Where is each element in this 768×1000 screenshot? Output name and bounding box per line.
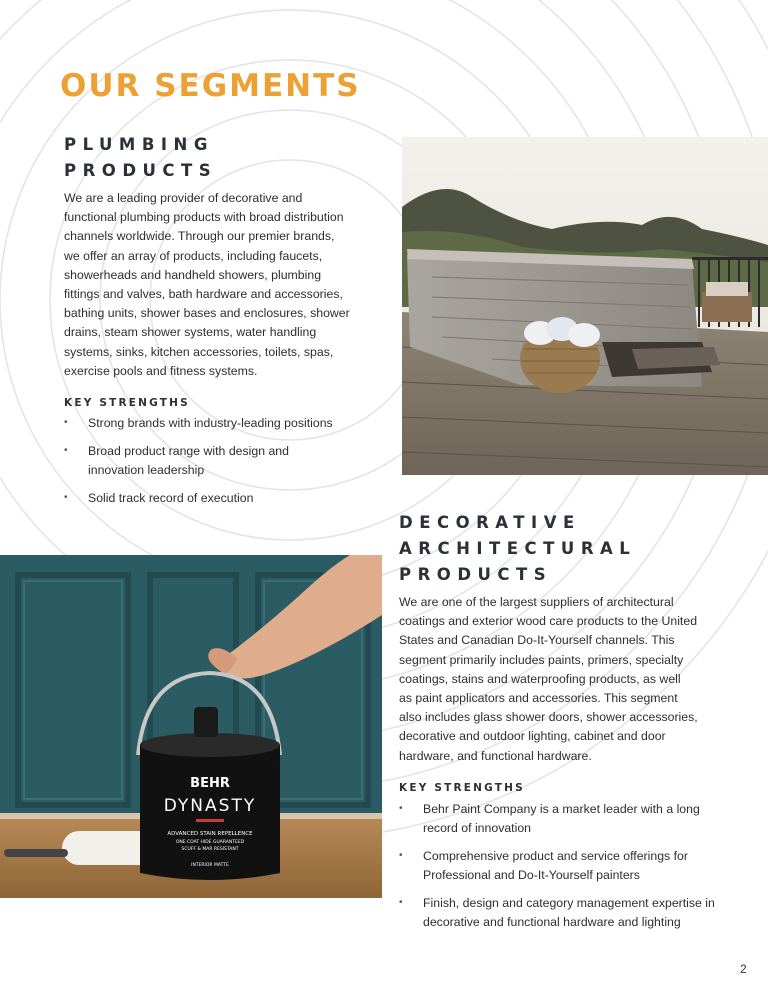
text-line: hardware, and functional hardware. (399, 748, 592, 763)
decorative-heading-line: ARCHITECTURAL (399, 539, 637, 558)
bullet-icon: • (64, 491, 68, 503)
text-line: fittings and valves, bath hardware and accessories, (64, 287, 343, 302)
plumbing-heading (64, 132, 217, 184)
plumbing-heading-line: PLUMBING (64, 135, 214, 154)
hot-tub-photo (402, 137, 768, 475)
paint-can-illustration (0, 555, 382, 898)
list-item (64, 442, 333, 479)
page-title: OUR SEGMENTS (60, 68, 361, 104)
can-line1: ADVANCED STAIN REPELLENCE (167, 831, 253, 837)
text-line: as paint applicators and accessories. This segment (399, 691, 678, 706)
decorative-heading-line: PRODUCTS (399, 565, 553, 584)
text-line: segment primarily includes paints, primers, specialty (399, 652, 684, 667)
bullet-icon: • (399, 897, 403, 908)
can-line4: INTERIOR MATTE (191, 863, 229, 868)
decorative-heading (399, 510, 636, 588)
text-line: we offer an array of products, including faucets, (64, 248, 323, 263)
list-item-line: Comprehensive product and service offerings for (423, 849, 688, 863)
text-line: decorative and outdoor lighting, cabinet and door (399, 729, 666, 744)
bullet-icon: • (399, 850, 403, 861)
text-line: channels worldwide. Through our premier brands, (64, 229, 335, 244)
list-item-line: Behr Paint Company is a market leader with a long (423, 802, 700, 816)
can-line2: ONE COAT HIDE GUARANTEED (175, 840, 245, 845)
list-item-line: Broad product range with design and (88, 444, 289, 458)
can-line3: SCUFF & MAR RESISTANT (181, 847, 239, 852)
text-line: functional plumbing products with broad distribution (64, 210, 344, 225)
list-item (64, 489, 333, 508)
decorative-heading-line: DECORATIVE (399, 513, 581, 532)
list-item (64, 414, 333, 433)
paint-can-photo (0, 555, 382, 898)
bullet-icon: • (64, 417, 68, 428)
list-item-line: innovation leadership (88, 462, 205, 477)
page-number: 2 (740, 962, 747, 976)
text-line: bathing units, shower bases and enclosures, shower (64, 306, 350, 321)
plumbing-description (64, 189, 350, 381)
list-item-line: record of innovation (423, 820, 532, 835)
list-item-line: Finish, design and category management expertise in (423, 896, 715, 910)
text-line: We are a leading provider of decorative and (64, 191, 303, 205)
can-product: DYNASTY (163, 796, 257, 816)
text-line: coatings, stains and waterproofing products, as well (399, 671, 681, 686)
text-line: drains, steam shower systems, water handling (64, 325, 317, 340)
text-line: showerheads and handheld showers, plumbing (64, 267, 322, 282)
bullet-icon: • (399, 803, 403, 814)
text-line: We are one of the largest suppliers of architectural (399, 595, 674, 609)
decorative-key-strengths-list (399, 800, 715, 931)
text-line: exercise pools and fitness systems. (64, 363, 258, 378)
list-item-line: Strong brands with industry-leading positions (88, 416, 333, 430)
list-item-line: decorative and functional hardware and lighting (423, 914, 681, 929)
list-item-line: Professional and Do-It-Yourself painters (423, 867, 640, 882)
list-item (399, 847, 715, 884)
plumbing-key-strengths-heading: KEY STRENGTHS (64, 397, 190, 409)
decorative-key-strengths-heading: KEY STRENGTHS (399, 782, 525, 794)
text-line: systems, sinks, kitchen accessories, toilets, spas, (64, 344, 334, 359)
hot-tub-illustration (402, 137, 768, 475)
list-item-line: Solid track record of execution (88, 490, 254, 505)
decorative-description (399, 593, 698, 766)
bullet-icon: • (64, 445, 68, 456)
text-line: coatings and exterior wood care products to the United (399, 614, 698, 629)
list-item (399, 800, 715, 837)
text-line: also includes glass shower doors, shower accessories, (399, 710, 698, 725)
plumbing-key-strengths-list (64, 414, 333, 507)
can-brand: BEHR (190, 776, 230, 791)
plumbing-heading-line: PRODUCTS (64, 161, 218, 180)
list-item (399, 894, 715, 931)
text-line: States and Canadian Do-It-Yourself channels. This (399, 633, 675, 648)
